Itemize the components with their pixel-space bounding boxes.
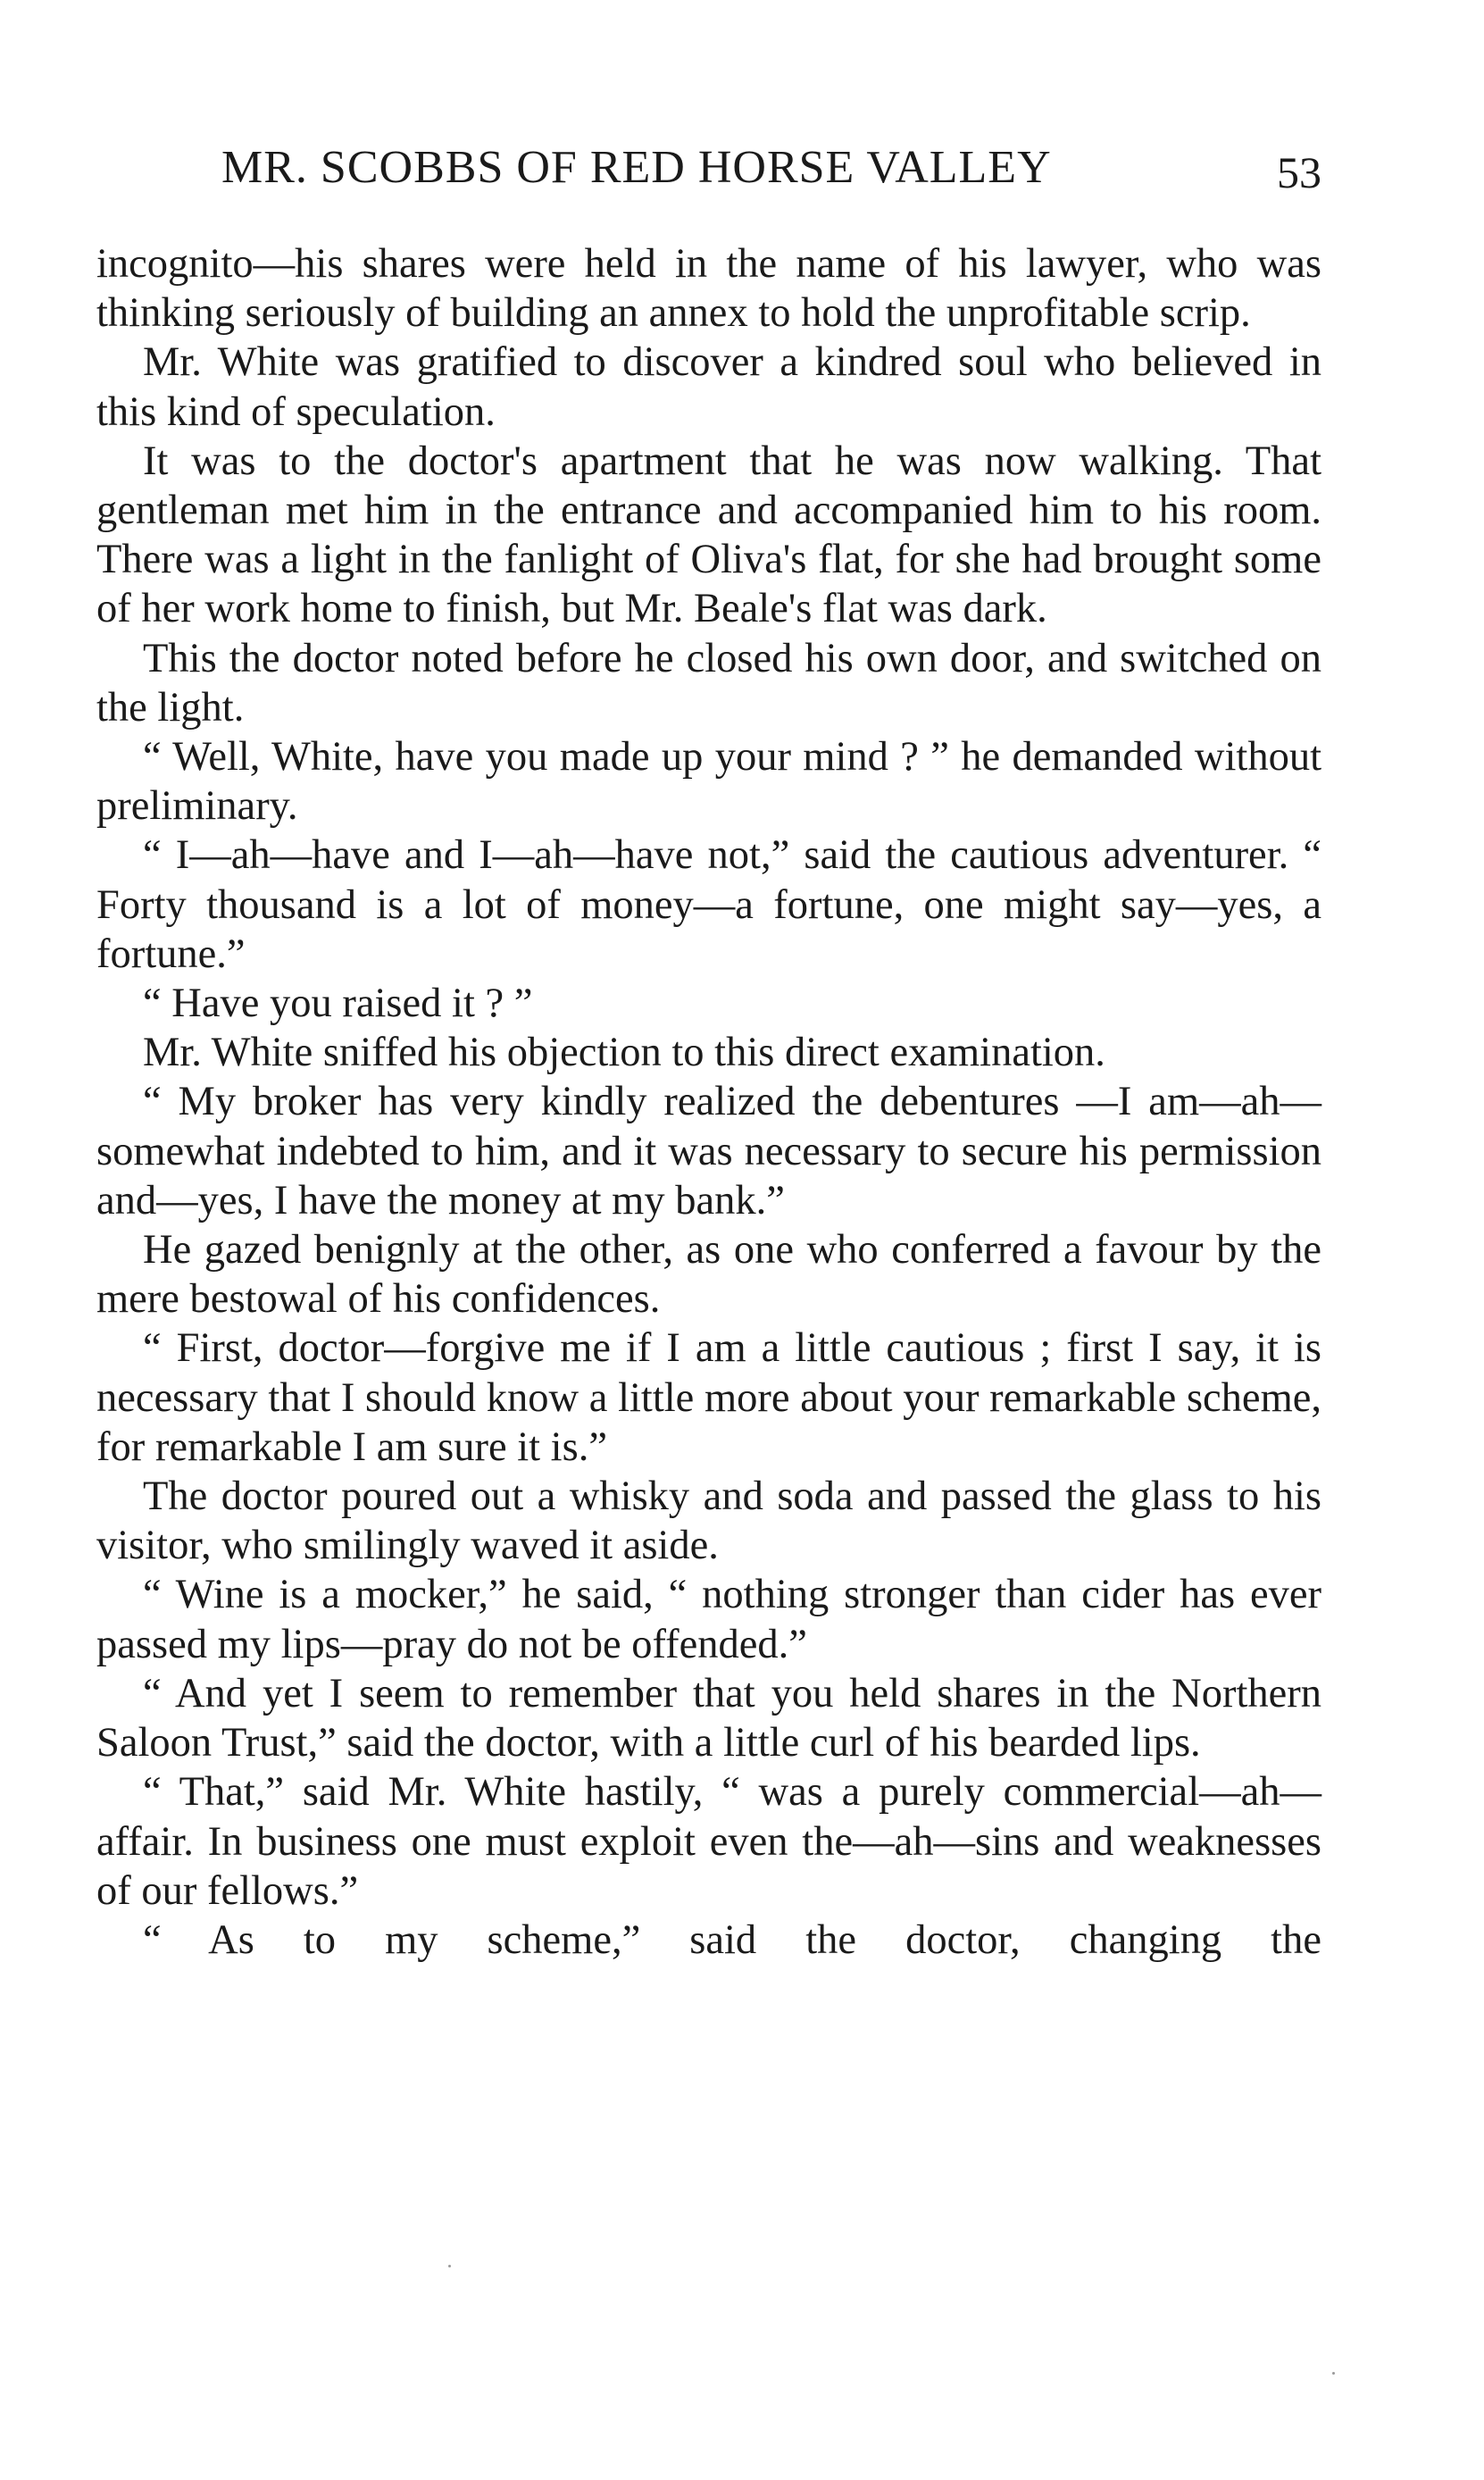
paragraph: Mr. White was gratified to discover a kindred soul who believed in this kind of speculation.	[96, 339, 1321, 435]
page-number: 53	[1277, 147, 1321, 197]
paragraph: “ Wine is a mocker,” he said, “ nothing stronger than cider has ever passed my lips—pray do not be offended.”	[96, 1572, 1321, 1667]
scan-speck	[448, 2265, 451, 2267]
paragraph: “ As to my scheme,” said the doctor, changing the	[143, 1916, 1321, 1963]
paragraph: “ First, doctor—forgive me if I am a little cautious ; first I say, it is necessary that I should know a little more about your remarkable scheme, for remarkable I am sure it is.”	[96, 1325, 1321, 1470]
body-text	[96, 239, 1321, 1965]
running-title: MR. SCOBBS OF RED HORSE VALLEY	[221, 142, 1052, 193]
paragraph: This the doctor noted before he closed his own door, and switched on the light.	[96, 635, 1321, 731]
paragraph: “ And yet I seem to remember that you held shares in the Northern Saloon Trust,” said the doctor, with a little curl of his bearded lips.	[96, 1670, 1321, 1766]
page-header	[96, 141, 1321, 204]
paragraph: Mr. White sniffed his objection to this direct examination.	[143, 1030, 1105, 1076]
paragraph: The doctor poured out a whisky and soda and passed the glass to his visitor, who smilingly waved it aside.	[96, 1474, 1321, 1569]
paragraph: “ I—ah—have and I—ah—have not,” said the cautious adventurer. “ Forty thousand is a lot of money—a fortune, one might say—yes, a fortune.”	[96, 832, 1321, 977]
paragraph: “ My broker has very kindly realized the debentures —I am—ah—somewhat indebted to him, and it was necessary to secure his permission and—yes, I have the money at my bank.”	[96, 1079, 1321, 1223]
paragraph: It was to the doctor's apartment that he was now walking. That gentleman met him in the entrance and accompanied him to his room. There was a light in the fanlight of Oliva's flat, for she had brought some of her work home to finish, but Mr. Beale's flat was dark.	[96, 438, 1321, 632]
scan-speck	[1332, 2372, 1335, 2375]
paragraph: He gazed benignly at the other, as one who conferred a favour by the mere bestowal of his confidences.	[96, 1227, 1321, 1323]
paragraph: “ Well, White, have you made up your mind ? ” he demanded without preliminary.	[96, 734, 1321, 830]
paragraph: “ That,” said Mr. White hastily, “ was a purely commercial—ah—affair. In business one must exploit even the—ah—sins and weaknesses of our fellows.”	[96, 1769, 1321, 1914]
paragraph: incognito—his shares were held in the name of his lawyer, who was thinking seriously of building an annex to hold the unprofitable scrip.	[96, 241, 1321, 337]
paragraph: “ Have you raised it ? ”	[143, 981, 533, 1027]
